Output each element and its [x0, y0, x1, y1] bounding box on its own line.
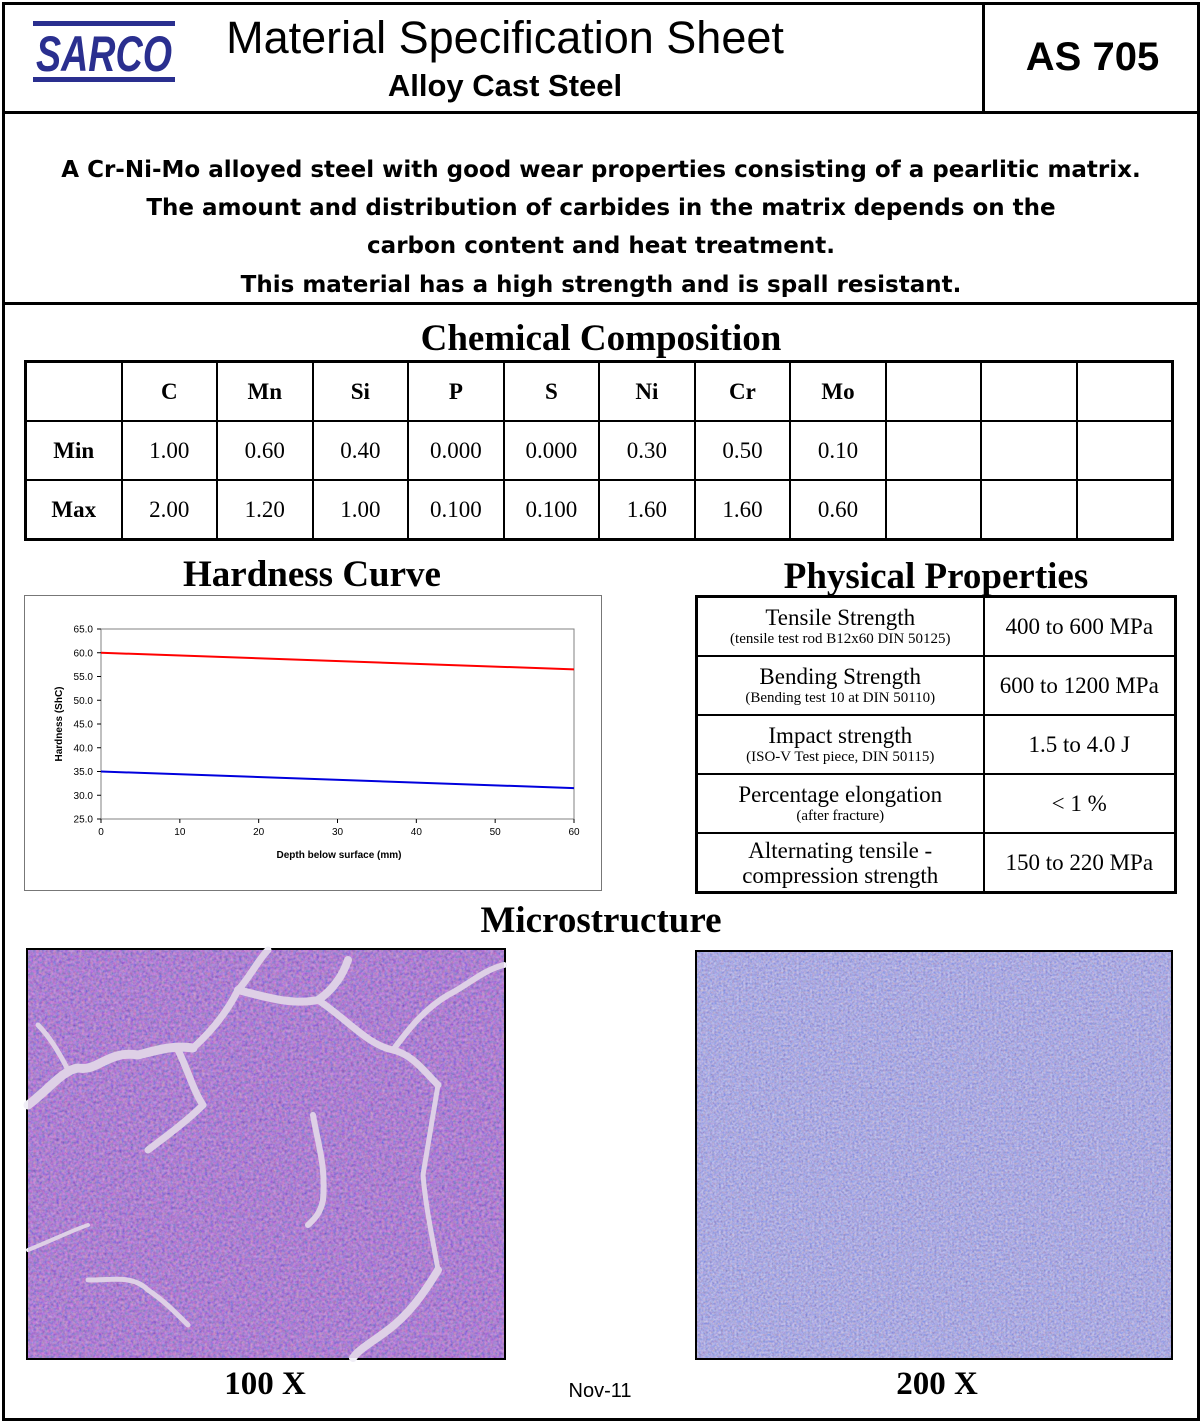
property-value: < 1 %	[984, 774, 1176, 833]
table-cell: 1.60	[599, 480, 695, 540]
empty-cell	[981, 421, 1077, 480]
x-tick-label: 10	[174, 827, 186, 838]
empty-cell	[1077, 480, 1173, 540]
micrograph-100x	[26, 948, 506, 1360]
y-tick-label: 40.0	[73, 743, 93, 755]
property-name-cell	[697, 715, 984, 774]
property-note: (Bending test 10 at DIN 50110)	[745, 690, 936, 706]
table-cell: 0.100	[504, 480, 600, 540]
microstructure-heading: Microstructure	[480, 900, 722, 941]
table-cell: 2.00	[122, 480, 218, 540]
element-header: C	[122, 362, 218, 422]
spec-code-box	[982, 5, 1200, 111]
table-cell: 0.40	[313, 421, 409, 480]
empty-cell	[886, 421, 982, 480]
table-cell: 1.20	[217, 480, 313, 540]
property-value: 600 to 1200 MPa	[984, 656, 1176, 715]
property-value: 400 to 600 MPa	[984, 597, 1176, 657]
property-name-cell	[697, 774, 984, 833]
table-corner	[26, 362, 122, 422]
magnification-200x: 200 X	[896, 1366, 978, 1402]
empty-cell	[981, 480, 1077, 540]
spec-code: AS 705	[1025, 35, 1160, 79]
chemical-table	[24, 360, 1174, 541]
element-header: Ni	[599, 362, 695, 422]
row-label: Min	[26, 421, 122, 480]
document-subtitle: Alloy Cast Steel	[387, 68, 623, 103]
header	[5, 5, 1197, 114]
table-row	[26, 362, 1173, 422]
sarco-logo	[33, 19, 175, 85]
property-name-cell	[697, 656, 984, 715]
y-tick-label: 55.0	[73, 672, 93, 683]
property-note: (ISO-V Test piece, DIN 50115)	[746, 749, 935, 765]
x-tick-label: 0	[98, 827, 104, 838]
property-name: Alternating tensile - compression strength	[742, 838, 939, 888]
table-row	[697, 656, 1176, 715]
table-row	[697, 715, 1176, 774]
property-name: Percentage elongation	[738, 782, 943, 807]
x-tick-label: 40	[410, 827, 422, 838]
property-note: (after fracture)	[796, 808, 885, 824]
element-header: Mn	[217, 362, 313, 422]
property-name-cell	[697, 597, 984, 657]
hardness-chart-svg	[25, 596, 601, 890]
empty-cell	[886, 480, 982, 540]
physical-heading: Physical Properties	[783, 556, 1089, 597]
magnification-100x: 100 X	[224, 1366, 306, 1402]
y-tick-label: 50.0	[73, 695, 93, 707]
hardness-heading: Hardness Curve	[183, 554, 441, 595]
y-tick-label: 30.0	[73, 790, 93, 802]
y-tick-label: 25.0	[73, 814, 93, 826]
description	[5, 114, 1197, 305]
spec-sheet	[2, 2, 1200, 1421]
element-header: Mo	[790, 362, 886, 422]
table-row	[697, 833, 1176, 893]
table-cell: 0.100	[408, 480, 504, 540]
plot-area	[101, 629, 574, 819]
table-cell: 0.50	[695, 421, 791, 480]
revision-date: Nov-11	[568, 1380, 632, 1402]
document-title: Material Specification Sheet	[226, 12, 784, 63]
x-axis-label: Depth below surface (mm)	[276, 850, 402, 861]
x-tick-label: 30	[331, 827, 344, 838]
table-cell: 1.00	[122, 421, 218, 480]
element-header: S	[504, 362, 600, 422]
y-tick-label: 35.0	[73, 767, 93, 778]
table-cell: 1.00	[313, 480, 409, 540]
table-cell: 0.000	[504, 421, 600, 480]
table-row	[697, 774, 1176, 833]
empty-cell	[886, 362, 982, 422]
table-cell: 0.60	[217, 421, 313, 480]
property-note: (tensile test rod B12x60 DIN 50125)	[730, 631, 951, 647]
physical-table	[695, 595, 1177, 894]
table-row	[697, 597, 1176, 657]
chemical-heading: Chemical Composition	[420, 318, 782, 359]
hardness-chart	[24, 595, 602, 891]
table-cell: 1.60	[695, 480, 791, 540]
micrograph-100x-image	[28, 950, 504, 1358]
property-value: 1.5 to 4.0 J	[984, 715, 1176, 774]
empty-cell	[981, 362, 1077, 422]
x-tick-label: 50	[489, 827, 501, 838]
element-header: Cr	[695, 362, 791, 422]
micrograph-200x-image	[697, 952, 1171, 1358]
empty-cell	[1077, 421, 1173, 480]
y-tick-label: 45.0	[73, 719, 93, 731]
table-cell: 0.60	[790, 480, 886, 540]
description-line: The amount and distribution of carbides in the matrix depends on the	[146, 195, 1056, 221]
table-row	[26, 421, 1173, 480]
description-line: carbon content and heat treatment.	[367, 233, 835, 259]
empty-cell	[1077, 362, 1173, 422]
y-tick-label: 65.0	[73, 624, 93, 636]
property-value: 150 to 220 MPa	[984, 833, 1176, 893]
micrograph-200x	[695, 950, 1173, 1360]
description-line: This material has a high strength and is spall resistant.	[240, 272, 962, 298]
table-cell: 0.000	[408, 421, 504, 480]
element-header: Si	[313, 362, 409, 422]
property-name: Impact strength	[768, 723, 913, 748]
element-header: P	[408, 362, 504, 422]
table-cell: 0.30	[599, 421, 695, 480]
svg-text:SARCO: SARCO	[36, 26, 173, 82]
property-name: Tensile Strength	[765, 605, 916, 630]
property-name-cell	[697, 833, 984, 893]
y-axis-label: Hardness (ShC)	[54, 686, 65, 762]
y-tick-label: 60.0	[73, 648, 93, 660]
table-row	[26, 480, 1173, 540]
row-label: Max	[26, 480, 122, 540]
x-tick-label: 20	[253, 827, 265, 838]
description-line: A Cr-Ni-Mo alloyed steel with good wear properties consisting of a pearlitic matrix.	[61, 157, 1141, 183]
table-cell: 0.10	[790, 421, 886, 480]
x-tick-label: 60	[568, 827, 580, 838]
property-name: Bending Strength	[759, 664, 922, 689]
